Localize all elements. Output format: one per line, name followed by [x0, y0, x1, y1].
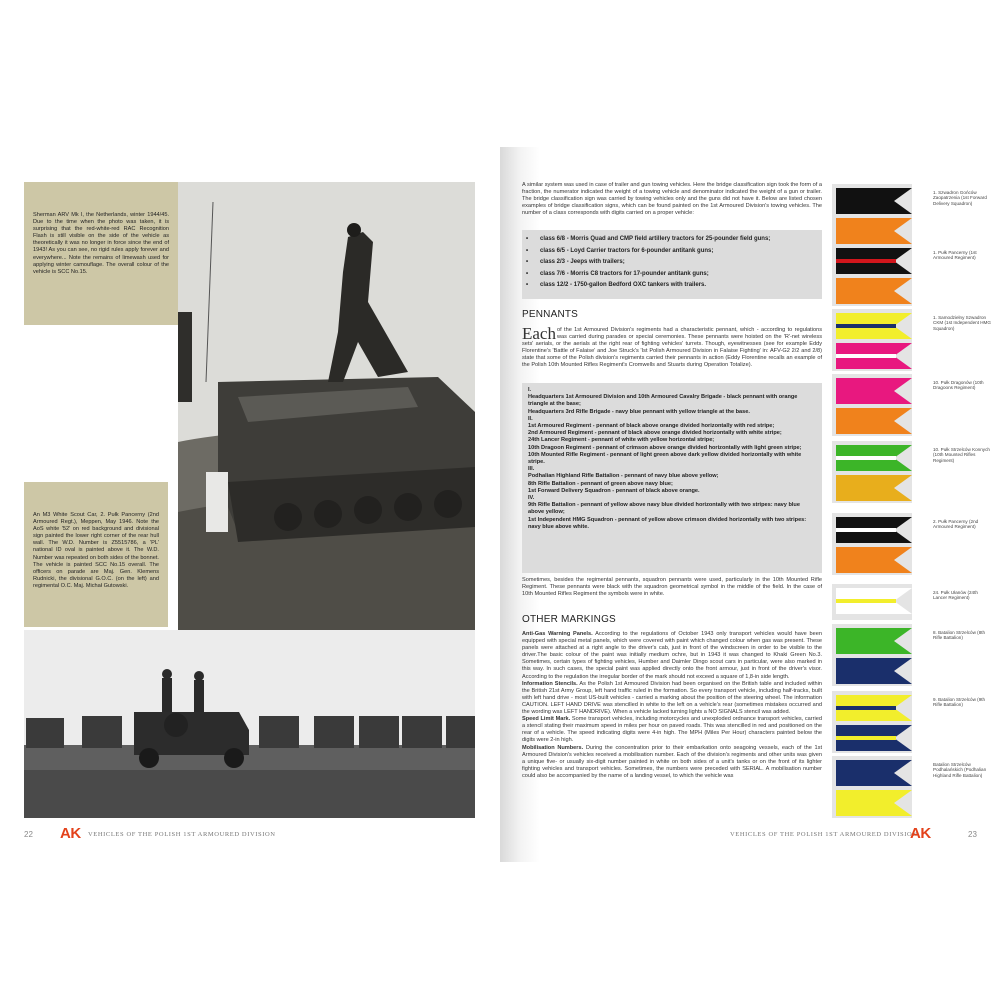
paragraph-body: According to the regulations of October 1943 only transport vehicles would have been equipped with special metal panels, which were covered with paint which changed colour when gas was present. These panels were attached at a right angle to the driver's cab, just in front of the windscreen in order to be visible to the driver.The basic colour of the paint was initially medium ochre, but in 1943 it was changed to Khaki Green No.3. Sometimes, certain types of fighting vehicles, Humber and Daimler Dingo scout cars in particular, were also marked in this way. In such cases, the special paint was applied directly onto the front armour, just in front of the driver's visor. According to the regulation the irregular border of the mark should not exceed a square of 1,8-in side length.	[522, 631, 822, 680]
pennants-paragraph	[522, 324, 822, 370]
assignment-item: 9th Rifle Battalion - pennant of yellow above navy blue divided horizontally with two stripes: navy blue above yellow;	[528, 502, 800, 516]
running-title-right: VEHICLES OF THE POLISH 1ST ARMOURED DIVISION	[730, 831, 918, 838]
pennant-label: 2. Pułk Pancerny (2nd Armoured Regiment)	[933, 519, 979, 530]
paragraph-body: During the concentration prior to their embarkation onto seagoing vessels, each of the 1st Armoured Division's vehicles received a mobilisation number. Each of the division's regiments and other units was given a unique five- or usually six-digit number painted in white on both sides of a unit's tanks or on the front of its lighter fighting vehicles and transport vehicles. Sometimes, the numbers were preceded with SERIAL. A mobilisation number could also be accompanied by the name of a landing vessel, to which the vehicle was	[522, 744, 822, 779]
pennant-label: 8. Batalion Strzelców (8th Rifle Battalion)	[933, 630, 986, 641]
class-item: • class 6/8 - Morris Quad and CMP field artillery tractors for 25-pounder field guns;	[522, 234, 822, 246]
assignment-group-heading: I.	[528, 387, 532, 393]
pennant-flag	[836, 343, 912, 369]
pennant-label: 1. Samodzielny Szwadron CKM (1st Independent HMG Squadron)	[933, 315, 991, 331]
intro-paragraph: A similar system was used in case of trailer and gun towing vehicles. Here the bridge classification sign took the form of a fraction, the numerator indicated the weight of a towing vehicle and denominator indicated the weight of a gun or trailer. The bridge classification sign was carried by towing vehicles only and the guns did not have it. Below are listed chosen examples of bridge classification signs, which can be found painted on the 1st Armoured Division's towing vehicles. The number of a class corresponds with digits carried on a proper vehicle:	[522, 182, 822, 217]
assignment-item: 1st Forward Delivery Squadron - pennant of black above orange.	[528, 487, 700, 494]
pennant-label: 10. Pułk Dragonów (10th Dragoons Regiment)	[933, 380, 984, 391]
parade-photo-illustration	[24, 630, 475, 818]
pennant-assignment-box	[522, 383, 822, 573]
assignment-item: Headquarters 3rd Rifle Brigade - navy blue pennant with yellow triangle at the base.	[528, 408, 750, 415]
pennant-flag	[836, 760, 912, 786]
paragraph-label: Anti-Gas Warning Panels.	[522, 631, 593, 637]
photo-caption-scout-car	[24, 482, 168, 627]
assignment-item: 1st Independent HMG Squadron - pennant of yellow above crimson divided horizontally with two stripes: navy blue above white.	[528, 516, 807, 530]
pennant-flag	[836, 588, 912, 614]
page-number-left: 22	[24, 830, 33, 839]
other-marking-paragraph	[522, 716, 822, 744]
pennant-flag	[836, 408, 912, 434]
pennant-flag	[836, 790, 912, 816]
assignment-group-heading: II.	[528, 415, 533, 422]
pennant-flag	[836, 475, 912, 501]
pennant-flag	[836, 628, 912, 654]
right-page	[500, 147, 1000, 862]
assignment-item: Headquarters 1st Armoured Division and 10th Armoured Cavalry Brigade - black pennant with orange triangle at the base;	[528, 394, 798, 408]
photo-caption-sherman	[24, 182, 178, 325]
pennant-flag	[836, 188, 912, 214]
pennant-flag	[836, 445, 912, 471]
pennant-label: 9. Batalion Strzelców (9th Rifle Battalion)	[933, 697, 986, 708]
pennant-flag	[836, 658, 912, 684]
dropcap: Each	[522, 324, 556, 343]
page-number-right: 23	[968, 830, 977, 839]
class-list-box	[522, 230, 822, 299]
pennant-label: 24. Pułk Ułanów (24th Lancer Regiment)	[933, 590, 978, 601]
pennant-flag	[836, 313, 912, 339]
pennant-label: 1. Szwadron Gońców Zaopatrzenia (1st Forward Delivery Squadron)	[933, 190, 987, 206]
assignment-item: 10th Dragoon Regiment - pennant of crimson above orange divided horizontally with light green stripe;	[528, 444, 802, 451]
class-item: • class 6/5 - Loyd Carrier tractors for 6-pounder antitank guns;	[522, 246, 822, 258]
photo-sherman-arv	[178, 182, 475, 630]
pennant-assignment-list	[528, 387, 816, 531]
squadron-paragraph: Sometimes, besides the regimental pennants, squadron pennants were used, particularly in the 10th Mounted Rifle Regiment. These pennants were black with the squadron geometrical symbol in the middle of the field. In the case of 10th Mounted Rifles Regiment the symbols were in white.	[522, 577, 822, 598]
assignment-item: 1st Armoured Regiment - pennant of black above orange divided horizontally with red stripe;	[528, 423, 775, 430]
photo-scout-car-parade	[24, 630, 475, 818]
pennants-heading: PENNANTS	[522, 309, 579, 320]
assignment-group-heading: III.	[528, 466, 535, 473]
caption-text: Sherman ARV Mk I, the Netherlands, winter 1944/45. Due to the time when the photo was taken, it is surprising that the red-white-red RAC Recognition Flash is still visible on the side of the vehicle as theoretically it was no longer in force since the end of 1943! As you can see, no rigid rules apply forever and everywhere... Note the remains of limewash used for applying winter camouflage. The overall colour of the vehicle is SCC No.15.	[33, 212, 169, 275]
paragraph-label: Information Stencils.	[522, 680, 578, 687]
pennants-text: of the 1st Armoured Division's regiments had a characteristic pennant, which - according to regulations was carried during parades or special ceremonies. These pennants were hoisted on the 'R'-net wireless sets' aerials, or the aerials at the right rear of fighting vehicles' turrets. Though, eyewitnesses (see for example Eddy Florentine's 'Battle of Falaise' and Joe Struck's 'Ist Polish Armoured Division in Falaise Fighting' in: AFV-G2 2/2 and 2/8) state that some of the Polish division's regiments carried their pennants in action (Eddy Florentine recalls an example of the Polish 10th Mounted Rifles Regiment's Cromwells and Stuarts during Operation Totalize).	[522, 327, 822, 369]
paragraph-body: As the Polish 1st Armoured Division had been organised on the British table and included within the British 21st Army Group, left hand traffic ruled in the formation. So every transport vehicle, including half-tracks, built with left hand drive - most US-built vehicles - carried a marking about the position of the steering wheel. The information CAUTION. LEFT HAND DRIVE was stencilled in white to the left on a vehicle's rear (sometimes mistakes occurred and the wording was LEFT HANDRIVE). When a vehicle lacked turning lights a NO SIGNALS stencil was added.	[522, 680, 822, 716]
caption-text: An M3 White Scout Car, 2. Pułk Pancerny (2nd Armoured Regt.), Meppen, May 1946. Note the AoS white '52' on red background and divisional sign painted the lower right corner of the rear hull wall. The W.D. Number is Z5515786, a 'PL' national ID oval is painted above it. The W.D. Number was repeated on both sides of the bonnet. The vehicle is painted SCC No.15 overall. The officers on parade are Maj. Gen. Klemens Rudnicki, the divisional G.O.C. (on the left) and regimental O.C. Maj. Michał Gutowski.	[33, 512, 159, 589]
paragraph-label: Speed Limit Mark.	[522, 716, 571, 723]
assignment-item: 10th Mounted Rifle Regiment - pennant of light green above dark yellow divided horizontally with white stripe.	[528, 451, 802, 466]
left-page	[0, 147, 490, 862]
class-list	[522, 234, 822, 292]
paragraph-body: Some transport vehicles, including motorcycles and unexploded ordnance transport vehicles, carried a stencil stating their maximum speed in miles per hour on paved roads. This was stencilled in red and positioned on the rear of a vehicle. The speed indicating digits were 4-in high. The MPH (Miles Per Hour) characters painted below the digits were 2-in high.	[522, 716, 822, 744]
other-marking-paragraph	[522, 631, 822, 681]
pennant-flag	[836, 517, 912, 543]
assignment-item: 2nd Armoured Regiment - pennant of black above orange divided horizontally with white stripe;	[528, 430, 782, 437]
other-marking-paragraph	[522, 681, 822, 716]
assignment-item: 8th Rifle Battalion - pennant of green above navy blue;	[528, 480, 673, 487]
assignment-group-heading: IV.	[528, 495, 535, 502]
assignment-item: 24th Lancer Regiment - pennant of white with yellow horizontal stripe;	[528, 437, 715, 444]
pennant-flag	[836, 278, 912, 304]
ak-logo-left: AK	[60, 825, 81, 842]
other-markings-text	[522, 631, 822, 780]
assignment-item: Podhalian Highland Rifle Battalion - pennant of navy blue above yellow;	[528, 473, 719, 480]
pennant-label: 1. Pułk Pancerny (1st Armoured Regiment)	[933, 250, 977, 261]
pennant-flag	[836, 218, 912, 244]
ak-logo-right: AK	[910, 825, 931, 842]
class-item: • class 7/6 - Morris C8 tractors for 17-pounder antitank guns;	[522, 269, 822, 281]
class-item: • class 2/3 - Jeeps with trailers;	[522, 257, 822, 269]
pennant-flag	[836, 248, 912, 274]
pennant-flag	[836, 695, 912, 721]
class-item: • class 12/2 - 1750-gallon Bedford OXC tankers with trailers.	[522, 280, 822, 292]
pennant-label: Batalion Strzelców Podhalańskich (Podhalian Highland Rifle Battalion)	[933, 762, 987, 778]
pennant-label: 10. Pułk Strzelców Konnych (10th Mounted Rifles Regiment)	[933, 447, 990, 463]
sherman-photo-illustration	[178, 182, 475, 630]
other-marking-paragraph	[522, 745, 822, 780]
pennant-flag	[836, 547, 912, 573]
paragraph-label: Mobilisation Numbers.	[522, 744, 584, 751]
pennant-flag	[836, 378, 912, 404]
other-markings-heading: OTHER MARKINGS	[522, 614, 616, 625]
running-title-left: VEHICLES OF THE POLISH 1ST ARMOURED DIVISION	[88, 831, 276, 838]
pennant-flag	[836, 725, 912, 751]
